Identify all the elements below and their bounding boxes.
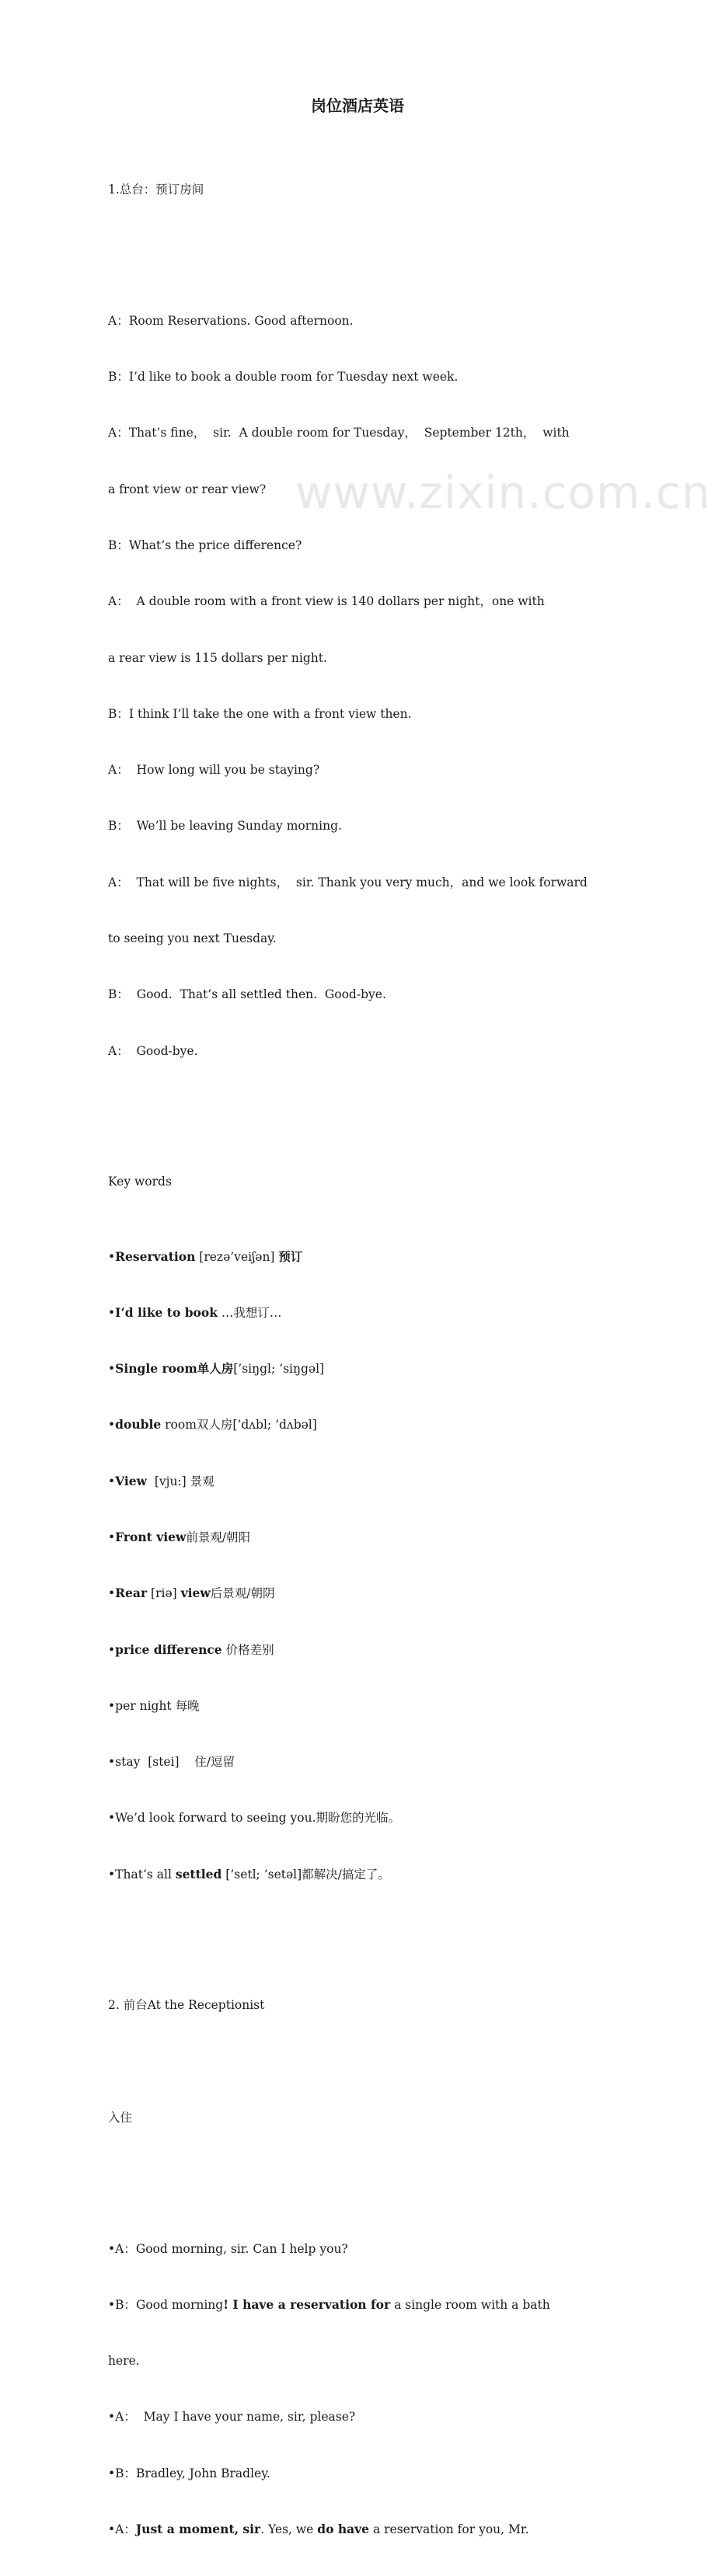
meaning: That‘s all <box>115 1867 176 1882</box>
key-word-item <box>108 1304 668 1322</box>
bullet: • <box>108 1474 116 1488</box>
key-word-item <box>108 1753 668 1771</box>
term: view <box>180 1586 211 1601</box>
term: Rear <box>115 1586 148 1601</box>
key-word-item <box>108 1359 668 1378</box>
dialogue-line: B： Good. That’s all settled then. Good-bye. <box>108 987 386 1002</box>
term: Front view <box>115 1529 187 1544</box>
dialogue-line: a front view or rear view? <box>108 482 267 496</box>
text-run: . Yes, we <box>260 2522 318 2536</box>
dialogue-line: B： We’ll be leaving Sunday morning. <box>108 819 342 834</box>
meaning: stay [stei] 住/逗留 <box>115 1755 235 1770</box>
key-word-item <box>108 1584 668 1603</box>
bullet: • <box>108 1362 116 1377</box>
text-run: •A：Good morning, sir. Can I help you? <box>108 2241 348 2256</box>
dialogue-line: B：What’s the price difference? <box>108 538 302 552</box>
bullet: • <box>108 1811 116 1826</box>
text-run: •B：Good morning <box>108 2297 224 2312</box>
bullet: • <box>108 1530 116 1544</box>
dialogue-line: to seeing you next Tuesday. <box>108 931 277 945</box>
text-run: a reservation for you, Mr. <box>369 2522 529 2536</box>
text-run: •B：Bradley, John Bradley. <box>108 2466 270 2480</box>
text-run: a single room with a bath <box>390 2297 550 2312</box>
key-word-item <box>108 1415 668 1434</box>
dialogue-line <box>108 2464 668 2483</box>
section2-heading: 2. 前台At the Receptionist <box>108 1998 265 2013</box>
watermark: www.zixin.com.cn <box>295 466 711 519</box>
document-body <box>108 143 668 2576</box>
dialogue-line: A：That’s fine， sir. A double room for Tuesday， September 12th， with <box>108 426 570 440</box>
dialogue-line <box>108 2296 668 2314</box>
dialogue-line <box>108 2351 668 2370</box>
key-word-item <box>108 1865 668 1884</box>
dialogue-line <box>108 2240 668 2258</box>
term: Reservation <box>115 1248 196 1264</box>
term: price difference <box>115 1641 222 1657</box>
bullet: • <box>108 1698 116 1713</box>
phonetic: [’siŋgl; ’siŋgəl] <box>233 1362 325 1377</box>
meaning: room双人房[’dʌbl; ’dʌbəl] <box>161 1418 317 1432</box>
meaning: 价格差别 <box>221 1642 274 1657</box>
text-run: here. <box>108 2354 140 2369</box>
term: settled <box>175 1866 222 1882</box>
dialogue-line: a rear view is 115 dollars per night. <box>108 650 327 665</box>
text-run: •A： May I have your name, sir, please? <box>108 2410 356 2425</box>
dialogue-line: B：I think I’ll take the one with a front view then. <box>108 706 412 721</box>
phonetic: [riə] <box>147 1586 181 1601</box>
meaning: 预订 <box>278 1248 303 1264</box>
key-word-item <box>108 1641 668 1659</box>
text-run: •A： <box>108 2522 136 2536</box>
bullet: • <box>108 1249 116 1264</box>
term: I‘d like to book <box>115 1304 218 1320</box>
dialogue-line: A： A double room with a front view is 140 dollars per night，one with <box>108 594 545 609</box>
bullet: • <box>108 1642 116 1657</box>
section1-heading: 1.总台：预订房间 <box>108 183 204 197</box>
term: View <box>115 1473 148 1488</box>
key-word-item <box>108 1472 668 1491</box>
bullet: • <box>108 1867 116 1882</box>
phonetic: [rezə’veiʃən] <box>195 1249 279 1264</box>
text-run-bold: Just a moment, sir <box>135 2521 261 2536</box>
dialogue-line: A： Good-bye. <box>108 1043 198 1058</box>
bullet: • <box>108 1305 116 1320</box>
document-title: 岗位酒店英语 <box>311 96 404 115</box>
key-word-item <box>108 1808 668 1827</box>
key-word-item <box>108 1248 668 1266</box>
meaning: per night 每晚 <box>115 1698 200 1713</box>
meaning: 前景观/朝阳 <box>186 1530 251 1544</box>
bullet: • <box>108 1586 116 1601</box>
meaning: [vju:] 景观 <box>147 1474 214 1488</box>
meaning: 后景观/朝阴 <box>210 1586 275 1601</box>
key-words-heading: Key words <box>108 1175 172 1189</box>
dialogue-line <box>108 2520 668 2539</box>
dialogue-line: A：Room Reservations. Good afternoon. <box>108 313 354 328</box>
text-run-bold: ! I have a reservation for <box>223 2296 391 2312</box>
text-run-bold: do have <box>317 2521 370 2536</box>
term: double <box>115 1417 162 1432</box>
meaning: …我想订… <box>217 1305 282 1320</box>
dialogue-line: B：I’d like to book a double room for Tuesday next week. <box>108 370 459 385</box>
term: Single room单人房 <box>115 1361 234 1377</box>
key-word-item <box>108 1697 668 1715</box>
meaning: We’d look forward to seeing you.期盼您的光临。 <box>115 1811 401 1826</box>
dialogue-line: A： How long will you be staying? <box>108 763 320 778</box>
section2-subheading: 入住 <box>108 2110 133 2125</box>
meaning: [’setl; ’setəl]都解决/搞定了。 <box>221 1867 390 1882</box>
dialogue-line <box>108 2407 668 2426</box>
bullet: • <box>108 1755 116 1770</box>
key-word-item <box>108 1528 668 1547</box>
bullet: • <box>108 1418 116 1432</box>
dialogue-line: A： That will be five nights， sir. Thank you very much，and we look forward <box>108 875 588 889</box>
